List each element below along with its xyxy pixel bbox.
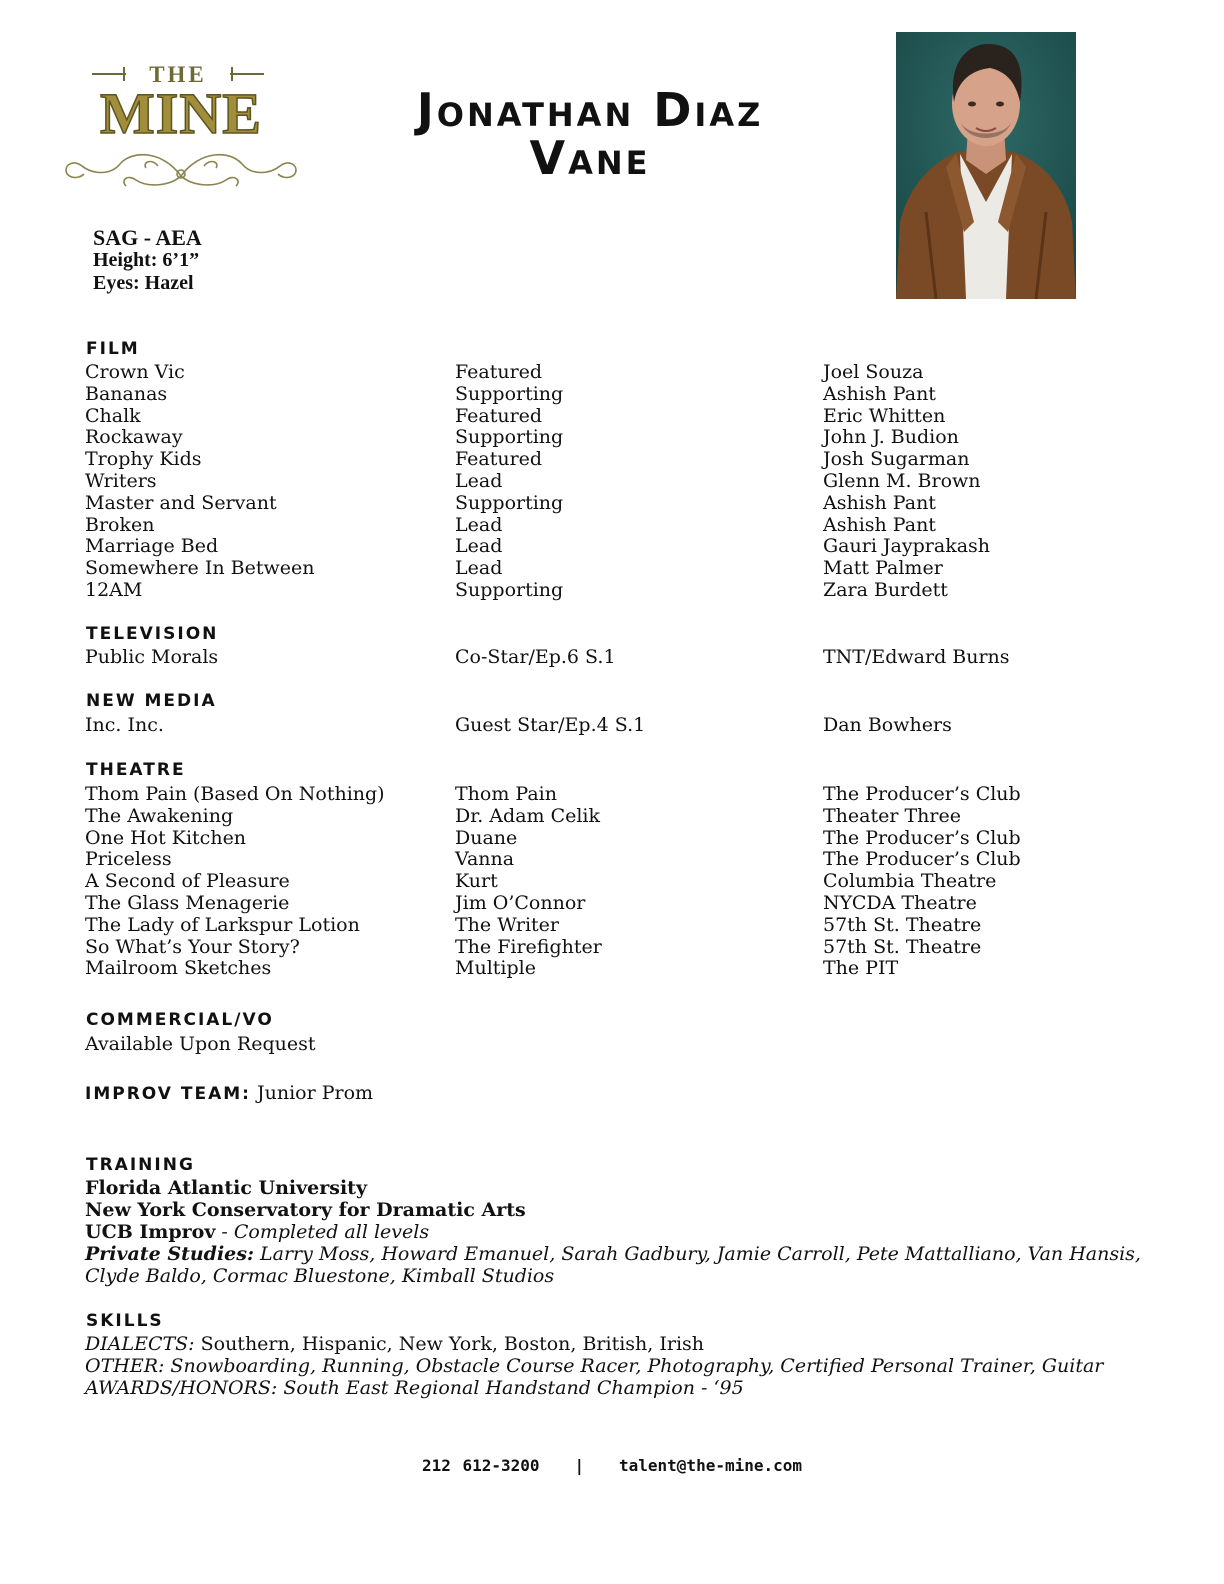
footer-phone: 212 612-3200 (421, 1456, 540, 1475)
credit-role: Supporting (455, 382, 564, 405)
credit-row (0, 536, 1224, 558)
credit-title: Broken (85, 513, 155, 536)
credit-title: Chalk (85, 404, 141, 427)
training-private-studies (85, 1243, 1145, 1287)
height-stat: Height: 6’1” (93, 249, 200, 271)
credit-row (0, 893, 1224, 915)
contact-footer (0, 1456, 1224, 1475)
credit-director: Ashish Pant (823, 513, 936, 536)
credit-title: One Hot Kitchen (85, 826, 247, 849)
improv-label: IMPROV TEAM: (85, 1084, 251, 1104)
commercial-text: Available Upon Request (85, 1033, 316, 1055)
credit-role: Jim O’Connor (455, 891, 586, 914)
credit-director: Dan Bowhers (823, 714, 952, 736)
training-section (85, 1177, 1145, 1287)
credit-director: Theater Three (823, 804, 961, 827)
credit-row (0, 406, 1224, 428)
theatre-heading: THEATRE (86, 760, 186, 780)
skills-awards: AWARDS/HONORS: South East Regional Handstand Champion - ‘95 (85, 1377, 744, 1399)
credit-row (0, 828, 1224, 850)
headshot-photo (896, 32, 1076, 299)
credit-director: Glenn M. Brown (823, 469, 981, 492)
credit-role: Lead (455, 469, 503, 492)
improv-text: Junior Prom (257, 1082, 374, 1104)
commercial-heading: COMMERCIAL/VO (86, 1010, 274, 1030)
credit-row (0, 958, 1224, 980)
ucb-text: - Completed all levels (215, 1221, 430, 1243)
agency-logo (62, 60, 300, 190)
credit-role: Featured (455, 448, 543, 471)
credit-role: Co-Star/Ep.6 S.1 (455, 646, 616, 668)
footer-email[interactable]: talent@the-mine.com (619, 1456, 803, 1475)
credit-role: Thom Pain (455, 783, 557, 805)
credit-role: Kurt (455, 870, 498, 893)
credit-row (0, 449, 1224, 471)
credit-row (0, 647, 1224, 669)
skills-other: OTHER: Snowboarding, Running, Obstacle Course Racer, Photography, Certified Personal Trainer, Guitar (85, 1355, 1104, 1377)
credit-director: Ashish Pant (823, 382, 936, 405)
credit-title: Somewhere In Between (85, 557, 315, 580)
credit-role: Lead (455, 535, 503, 558)
credit-director: Ashish Pant (823, 491, 936, 514)
credit-director: The Producer’s Club (823, 783, 1021, 805)
credit-director: Matt Palmer (823, 557, 943, 580)
credit-title: The Awakening (85, 804, 234, 827)
credit-row (0, 515, 1224, 537)
credit-row (0, 937, 1224, 959)
training-ucb (85, 1221, 1145, 1243)
credit-role: Dr. Adam Celik (455, 804, 601, 827)
credit-title: Writers (85, 469, 157, 492)
credit-row (0, 471, 1224, 493)
credit-row (0, 849, 1224, 871)
private-studies-label: Private Studies: (85, 1243, 254, 1265)
television-credits (0, 647, 1224, 669)
actor-name-line2: Vane (529, 131, 651, 185)
credit-title: Crown Vic (85, 361, 185, 383)
credit-role: Duane (455, 826, 518, 849)
credit-director: The PIT (823, 957, 899, 980)
credit-director: John J. Budion (823, 426, 959, 449)
training-school-1: Florida Atlantic University (85, 1177, 367, 1199)
union-affiliation: SAG - AEA (93, 225, 202, 250)
credit-director: 57th St. Theatre (823, 935, 982, 958)
credit-row (0, 558, 1224, 580)
credit-row (0, 493, 1224, 515)
credit-title: So What’s Your Story? (85, 935, 300, 958)
credit-row (0, 384, 1224, 406)
credit-title: Thom Pain (Based On Nothing) (85, 783, 385, 805)
credit-role: Vanna (455, 848, 515, 871)
private-studies-text: Larry Moss, Howard Emanuel, Sarah Gadbury, Jamie Carroll, Pete Mattalliano, Van Hansis, Clyde Baldo, Cormac Bluestone, Kimball Studios (85, 1243, 1141, 1287)
logo-mine-text: MINE (100, 81, 262, 146)
credit-role: Featured (455, 361, 543, 383)
skills-heading: SKILLS (86, 1311, 164, 1331)
skills-dialects (85, 1333, 1145, 1355)
film-credits (0, 362, 1224, 602)
credit-title: Bananas (85, 382, 168, 405)
training-heading: TRAINING (86, 1155, 195, 1175)
credit-director: 57th St. Theatre (823, 913, 982, 936)
credit-role: Supporting (455, 578, 564, 601)
credit-row (0, 715, 1224, 737)
credit-row (0, 871, 1224, 893)
credit-role: The Firefighter (455, 935, 602, 958)
credit-title: The Lady of Larkspur Lotion (85, 913, 360, 936)
credit-row (0, 915, 1224, 937)
credit-role: Featured (455, 404, 543, 427)
dialects-label: DIALECTS: (85, 1333, 195, 1355)
credit-director: The Producer’s Club (823, 826, 1021, 849)
training-school-2: New York Conservatory for Dramatic Arts (85, 1199, 526, 1221)
credit-director: TNT/Edward Burns (823, 646, 1010, 668)
headshot-image (896, 32, 1076, 299)
credit-title: Priceless (85, 848, 172, 871)
theatre-credits (0, 784, 1224, 980)
credit-title: Mailroom Sketches (85, 957, 272, 980)
actor-name (330, 83, 850, 185)
credit-row (0, 580, 1224, 602)
credit-director: Joel Souza (823, 361, 924, 383)
credit-title: Master and Servant (85, 491, 277, 514)
credit-director: Gauri Jayprakash (823, 535, 991, 558)
eyes-stat: Eyes: Hazel (93, 272, 194, 294)
credit-title: Inc. Inc. (85, 714, 164, 736)
credit-title: 12AM (85, 578, 143, 601)
new-media-heading: NEW MEDIA (86, 691, 217, 711)
credit-role: Supporting (455, 491, 564, 514)
ucb-label: UCB Improv (85, 1221, 216, 1243)
credit-director: Eric Whitten (823, 404, 946, 427)
credit-role: Multiple (455, 957, 536, 980)
credit-role: Lead (455, 513, 503, 536)
credit-director: Columbia Theatre (823, 870, 997, 893)
actor-name-line1: Jonathan Diaz (416, 83, 764, 137)
credit-role: The Writer (455, 913, 559, 936)
film-heading: FILM (86, 339, 140, 359)
credit-row (0, 427, 1224, 449)
credit-director: Zara Burdett (823, 578, 948, 601)
logo-flourish-icon (62, 146, 300, 192)
new-media-credits (0, 715, 1224, 737)
improv-team (85, 1082, 373, 1105)
credit-title: Public Morals (85, 646, 219, 668)
credit-title: Trophy Kids (85, 448, 202, 471)
credit-role: Supporting (455, 426, 564, 449)
credit-director: NYCDA Theatre (823, 891, 977, 914)
credit-row (0, 362, 1224, 384)
credit-director: Josh Sugarman (823, 448, 970, 471)
actor-stats (93, 226, 202, 295)
credit-title: A Second of Pleasure (85, 870, 290, 893)
credit-director: The Producer’s Club (823, 848, 1021, 871)
logo-the-text: THE (149, 62, 207, 87)
dialects-text: Southern, Hispanic, New York, Boston, British, Irish (194, 1333, 705, 1355)
skills-section (85, 1333, 1145, 1399)
credit-row (0, 784, 1224, 806)
credit-title: Marriage Bed (85, 535, 219, 558)
footer-separator: | (574, 1456, 585, 1475)
credit-row (0, 806, 1224, 828)
credit-title: Rockaway (85, 426, 183, 449)
credit-role: Guest Star/Ep.4 S.1 (455, 714, 646, 736)
credit-title: The Glass Menagerie (85, 891, 290, 914)
credit-role: Lead (455, 557, 503, 580)
television-heading: TELEVISION (86, 624, 219, 644)
